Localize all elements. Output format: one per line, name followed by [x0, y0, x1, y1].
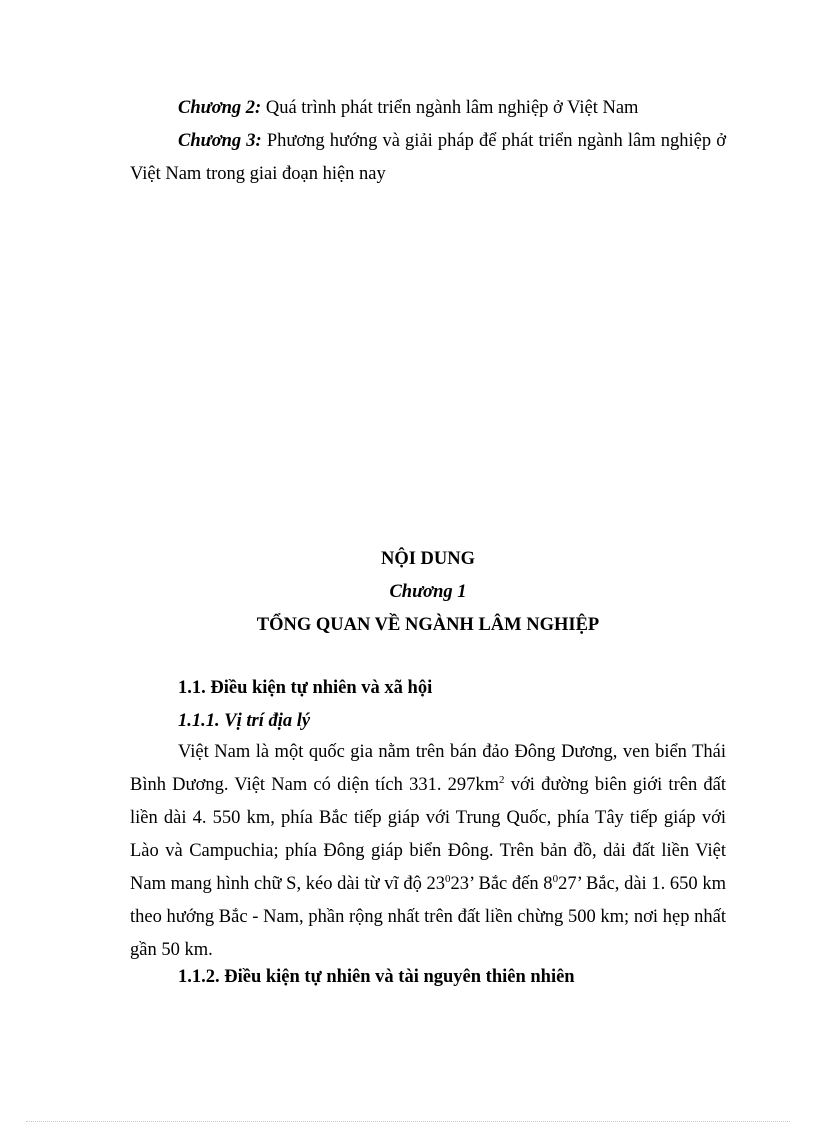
location-text-2: với đường biên giới trên đất liền dài 4. 550 km, phía Bắc tiếp giáp với Trung Quốc, phía Tây tiếp giáp với Lào và Campuchia; phía Đông giáp biển Đông. Trên bản đồ, dải đất liền Việt Nam mang hình chữ S, kéo dài từ vĩ độ 23: [130, 775, 726, 894]
section-1-1-2-heading: 1.1.2. Điều kiện tự nhiên và tài nguyên thiên nhiên: [178, 967, 575, 987]
chapter-2-label: Chương 2:: [178, 98, 262, 118]
chapter-3-paragraph: [130, 125, 726, 191]
superscript-degree-2: 0: [552, 873, 559, 885]
chapter-2-line: [130, 92, 726, 125]
chapter-3-text: Phương hướng và giải pháp để phát triển ngành lâm nghiệp ở Việt Nam trong giai đoạn hiện nay: [130, 131, 727, 184]
location-paragraph: [130, 736, 726, 967]
content-title: NỘI DUNG: [380, 549, 476, 569]
chapter-3-label: Chương 3:: [178, 131, 262, 151]
section-1-1-1-text: 1.1.1. Vị trí địa lý: [178, 711, 311, 731]
location-text-3: 23’ Bắc đến 8: [450, 874, 553, 894]
superscript-degree-1: 0: [445, 873, 451, 885]
section-1-1-heading: 1.1. Điều kiện tự nhiên và xã hội: [178, 678, 433, 698]
chapter-title: TỔNG QUAN VỀ NGÀNH LÂM NGHIỆP: [256, 615, 600, 635]
section-1-1-1-heading: [178, 705, 310, 738]
chapter-label: Chương 1: [389, 582, 467, 602]
page-bottom-rule: [26, 1121, 790, 1122]
chapter-2-text: Quá trình phát triển ngành lâm nghiệp ở Việt Nam: [261, 98, 639, 118]
location-text-1: Việt Nam là một quốc gia nằm trên bán đảo Đông Dương, ven biển Thái Bình Dương. Việt Nam có diện tích 331. 297km: [130, 742, 726, 795]
superscript-squared: 2: [499, 774, 505, 786]
location-text-4: 27’ Bắc, dài 1. 650 km theo hướng Bắc - Nam, phần rộng nhất trên đất liền chừng 500 km; nơi hẹp nhất gần 50 km.: [130, 874, 726, 960]
